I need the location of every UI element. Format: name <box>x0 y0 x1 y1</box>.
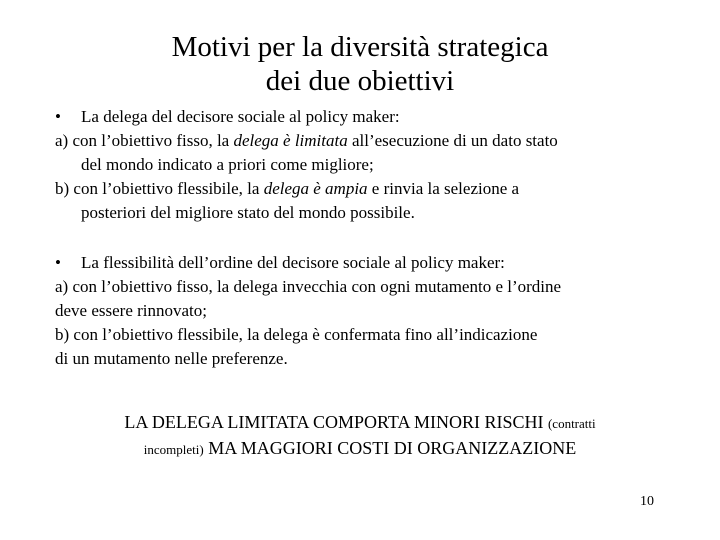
section1-item-a <box>55 129 670 153</box>
conclusion-small2: incompleti) <box>143 442 204 457</box>
conclusion <box>0 410 720 462</box>
title-line-2: dei due obiettivi <box>265 65 455 97</box>
slide-title <box>0 30 720 98</box>
conclusion-line-2 <box>0 436 720 462</box>
section1-item-b-cont: posteriori del migliore stato del mondo possibile. <box>81 203 415 222</box>
section1-a-post: all’esecuzione di un dato stato <box>347 131 558 150</box>
section1-item-b <box>55 177 670 201</box>
section1-keyword: delega <box>103 107 148 126</box>
bullet-icon: • <box>55 253 61 272</box>
conclusion-part2: MA MAGGIORI COSTI DI ORGANIZZAZIONE <box>203 438 577 458</box>
conclusion-part1: LA DELEGA LIMITATA COMPORTA MINORI RISCHI <box>124 412 548 432</box>
section1-item-a-cont: del mondo indicato a priori come migliore; <box>81 155 374 174</box>
section1-intro <box>55 105 670 129</box>
section1-b-post: e rinvia la selezione a <box>367 179 520 198</box>
section1-b-italic: delega è ampia <box>263 179 368 198</box>
section2-intro-pre: La <box>81 253 104 272</box>
bullet-icon: • <box>55 107 61 126</box>
section2-item-a-line1: a) con l’obiettivo fisso, la delega invecchia con ogni mutamento e l’ordine <box>55 277 562 296</box>
section1-intro-pre: La <box>81 107 104 126</box>
section2-item-a-line2: deve essere rinnovato; <box>55 301 207 320</box>
section1-a-pre: a) con l’obiettivo fisso, la <box>55 131 234 150</box>
conclusion-small1: (contratti <box>547 416 596 431</box>
slide-body <box>55 105 670 371</box>
section2-item-b-line2: di un mutamento nelle preferenze. <box>55 349 288 368</box>
section1-intro-post: del decisore sociale al policy maker: <box>147 107 400 126</box>
page-number: 10 <box>640 494 654 509</box>
section1-b-pre: b) con l’obiettivo flessibile, la <box>55 179 264 198</box>
section2-intro <box>55 251 670 275</box>
title-line-1: Motivi per la diversità strategica <box>171 31 549 63</box>
section2-intro-post: dell’ordine del decisore sociale al policy maker: <box>174 253 505 272</box>
spacer <box>55 225 670 251</box>
conclusion-line-1 <box>0 410 720 436</box>
section1-a-italic: delega è limitata <box>233 131 348 150</box>
section2-keyword: flessibilità <box>103 253 175 272</box>
section2-item-b-line1: b) con l’obiettivo flessibile, la delega è confermata fino all’indicazione <box>55 325 538 344</box>
